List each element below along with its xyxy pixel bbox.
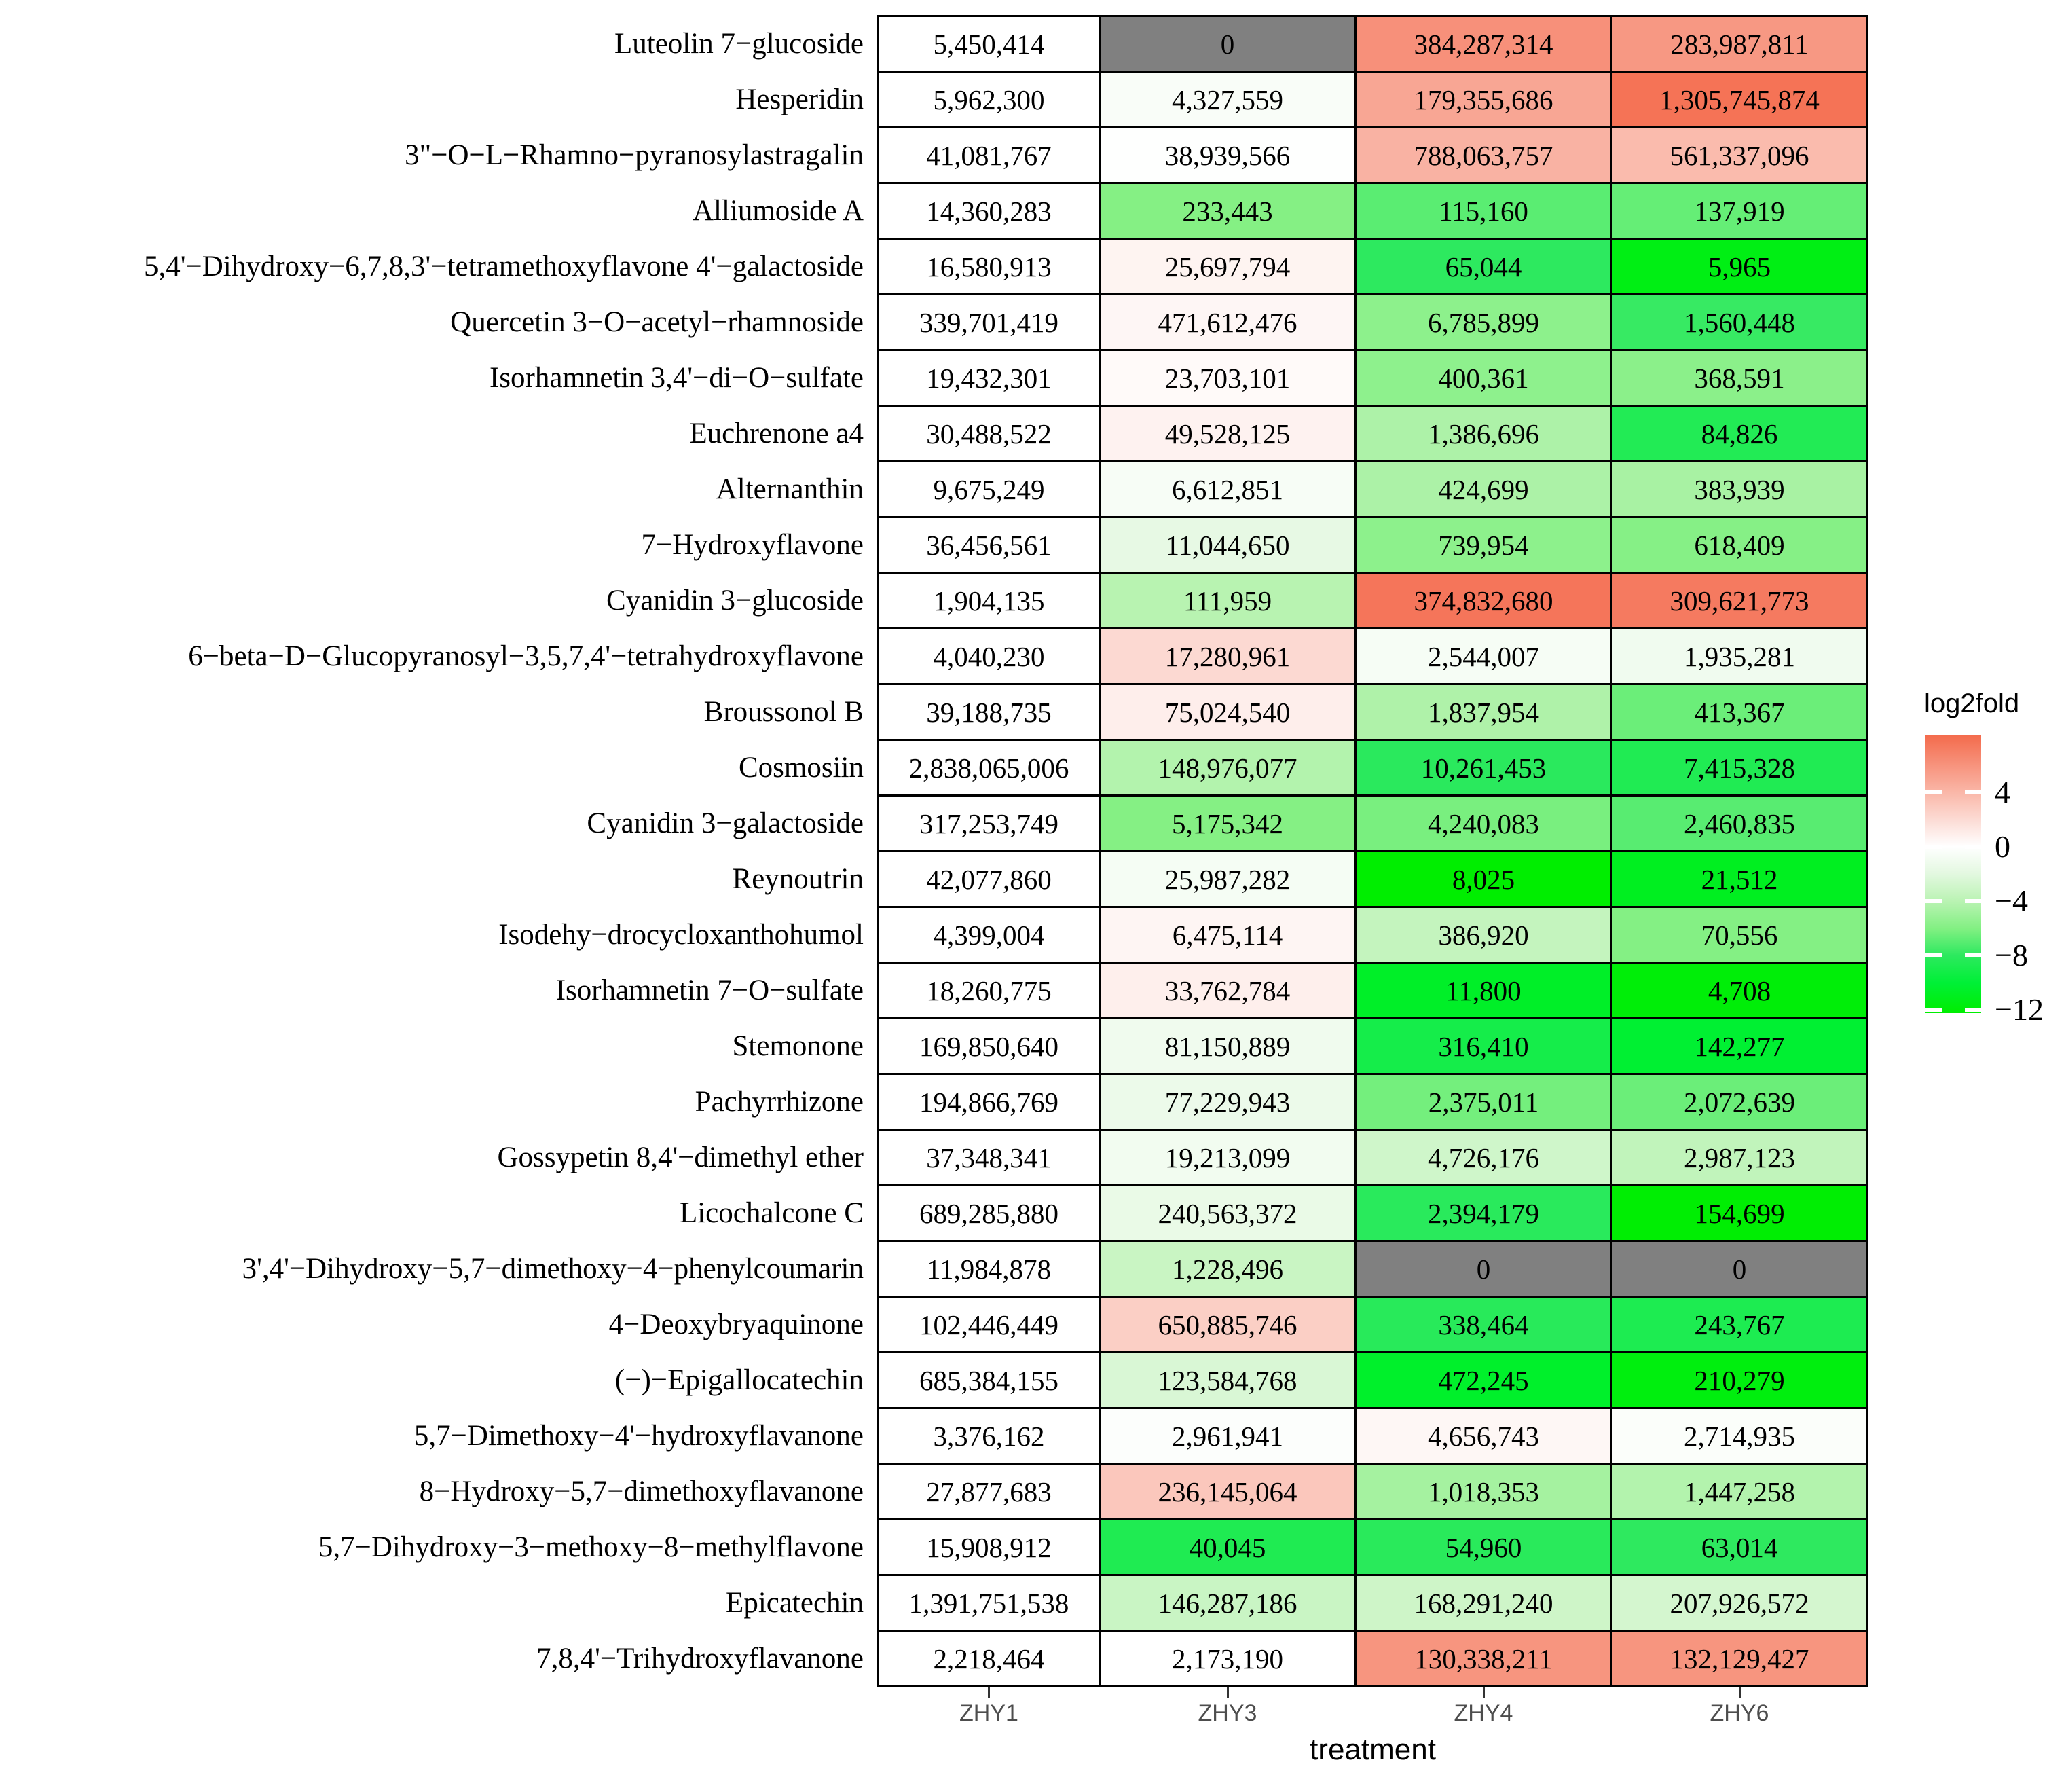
- row-label: Isorhamnetin 7−O−sulfate: [555, 974, 864, 1006]
- heatmap-cell: 6,612,851: [1101, 462, 1354, 516]
- row-label: Alliumoside A: [692, 195, 864, 227]
- row-label: Cyanidin 3−glucoside: [606, 585, 864, 617]
- heatmap-cell: 111,959: [1101, 574, 1354, 627]
- heatmap-cell: 21,512: [1612, 852, 1866, 906]
- heatmap-cell: 81,150,889: [1101, 1019, 1354, 1073]
- x-axis-tick: [988, 1687, 990, 1698]
- heatmap-cell: 316,410: [1357, 1019, 1610, 1073]
- heatmap-cell: 123,584,768: [1101, 1353, 1354, 1407]
- heatmap-cell: 1,228,496: [1101, 1242, 1354, 1296]
- row-label: 6−beta−D−Glucopyranosyl−3,5,7,4'−tetrahydroxyflavone: [188, 640, 864, 672]
- legend-tick-mark: [1925, 790, 1942, 794]
- heatmap-cell: 4,656,743: [1357, 1409, 1610, 1463]
- x-axis-tick: [1227, 1687, 1229, 1698]
- heatmap-cell: 4,240,083: [1357, 797, 1610, 850]
- legend-tick-mark: [1965, 953, 1981, 957]
- heatmap-cell: 41,081,767: [879, 128, 1099, 182]
- row-label: Isorhamnetin 3,4'−di−O−sulfate: [489, 362, 864, 394]
- heatmap-cell: 1,447,258: [1612, 1465, 1866, 1518]
- heatmap-cell: 148,976,077: [1101, 741, 1354, 794]
- heatmap-cell: 77,229,943: [1101, 1075, 1354, 1129]
- x-axis-tick-label: ZHY1: [959, 1700, 1018, 1726]
- heatmap-cell: 2,072,639: [1612, 1075, 1866, 1129]
- heatmap-cell: 309,621,773: [1612, 574, 1866, 627]
- legend-tick-mark: [1925, 899, 1942, 903]
- heatmap-cell: 386,920: [1357, 908, 1610, 962]
- heatmap-cell: 236,145,064: [1101, 1465, 1354, 1518]
- heatmap-cell: 179,355,686: [1357, 73, 1610, 126]
- heatmap-cell: 2,544,007: [1357, 629, 1610, 683]
- row-label: Broussonol B: [703, 696, 864, 728]
- row-label: Luteolin 7−glucoside: [614, 28, 864, 60]
- heatmap-cell: 1,560,448: [1612, 295, 1866, 349]
- heatmap-cell: 194,866,769: [879, 1075, 1099, 1129]
- row-label: Quercetin 3−O−acetyl−rhamnoside: [450, 306, 864, 338]
- legend-tick-label: −12: [1995, 992, 2044, 1027]
- heatmap-cell: 84,826: [1612, 407, 1866, 460]
- heatmap-cell: 5,962,300: [879, 73, 1099, 126]
- legend-tick-mark: [1965, 1008, 1981, 1012]
- legend-tick-mark: [1925, 1008, 1942, 1012]
- legend-tick-mark: [1925, 953, 1942, 957]
- heatmap-cell: 14,360,283: [879, 184, 1099, 238]
- heatmap-cell: 6,785,899: [1357, 295, 1610, 349]
- heatmap-cell: 5,450,414: [879, 17, 1099, 71]
- heatmap-cell: 9,675,249: [879, 462, 1099, 516]
- row-label: 5,7−Dimethoxy−4'−hydroxyflavanone: [413, 1420, 864, 1452]
- heatmap-cell: 42,077,860: [879, 852, 1099, 906]
- heatmap-cell: 2,460,835: [1612, 797, 1866, 850]
- heatmap-cell: 115,160: [1357, 184, 1610, 238]
- heatmap-cell: 11,800: [1357, 964, 1610, 1017]
- heatmap-cell: 374,832,680: [1357, 574, 1610, 627]
- heatmap-cell: 4,708: [1612, 964, 1866, 1017]
- heatmap-cell: 1,935,281: [1612, 629, 1866, 683]
- heatmap-grid: [877, 15, 1868, 1687]
- heatmap-cell: 30,488,522: [879, 407, 1099, 460]
- heatmap-cell: 618,409: [1612, 518, 1866, 572]
- heatmap-cell: 137,919: [1612, 184, 1866, 238]
- heatmap-cell: 338,464: [1357, 1298, 1610, 1351]
- heatmap-cell: 384,287,314: [1357, 17, 1610, 71]
- heatmap-cell: 15,908,912: [879, 1520, 1099, 1574]
- heatmap-cell: 788,063,757: [1357, 128, 1610, 182]
- heatmap-cell: 169,850,640: [879, 1019, 1099, 1073]
- legend-tick-label: 4: [1995, 775, 2010, 809]
- heatmap-cell: 6,475,114: [1101, 908, 1354, 962]
- heatmap-cell: 142,277: [1612, 1019, 1866, 1073]
- heatmap-cell: 1,904,135: [879, 574, 1099, 627]
- heatmap-cell: 2,375,011: [1357, 1075, 1610, 1129]
- heatmap-cell: 37,348,341: [879, 1131, 1099, 1184]
- heatmap-cell: 1,837,954: [1357, 685, 1610, 739]
- row-label: Euchrenone a4: [689, 418, 864, 450]
- heatmap-cell: 11,044,650: [1101, 518, 1354, 572]
- x-axis-tick-label: ZHY3: [1198, 1700, 1257, 1726]
- row-label: Gossypetin 8,4'−dimethyl ether: [497, 1141, 864, 1173]
- row-label: Licochalcone C: [679, 1197, 864, 1229]
- heatmap-cell: 383,939: [1612, 462, 1866, 516]
- heatmap-cell: 146,287,186: [1101, 1576, 1354, 1630]
- heatmap-cell: 2,987,123: [1612, 1131, 1866, 1184]
- heatmap-cell: 400,361: [1357, 351, 1610, 405]
- heatmap-cell: 75,024,540: [1101, 685, 1354, 739]
- row-label: Cyanidin 3−galactoside: [587, 807, 864, 839]
- x-axis-title: treatment: [1310, 1733, 1436, 1766]
- heatmap-cell: 471,612,476: [1101, 295, 1354, 349]
- x-axis-tick: [1739, 1687, 1741, 1698]
- row-label: Hesperidin: [735, 84, 864, 115]
- row-label: 3',4'−Dihydroxy−5,7−dimethoxy−4−phenylcoumarin: [242, 1253, 864, 1285]
- row-label: Alternanthin: [716, 473, 864, 505]
- heatmap-cell: 7,415,328: [1612, 741, 1866, 794]
- heatmap-cell: 207,926,572: [1612, 1576, 1866, 1630]
- row-label: 4−Deoxybryaquinone: [608, 1309, 864, 1340]
- legend-tick-mark: [1925, 845, 1942, 849]
- row-label: Epicatechin: [726, 1587, 864, 1619]
- heatmap-cell: 19,213,099: [1101, 1131, 1354, 1184]
- row-label: 7,8,4'−Trihydroxyflavanone: [536, 1643, 864, 1675]
- heatmap-cell: 2,961,941: [1101, 1409, 1354, 1463]
- heatmap-cell: 4,327,559: [1101, 73, 1354, 126]
- row-label: 3"−O−L−Rhamno−pyranosylastragalin: [405, 139, 864, 171]
- heatmap-cell: 11,984,878: [879, 1242, 1099, 1296]
- heatmap-cell: 210,279: [1612, 1353, 1866, 1407]
- heatmap-cell: 40,045: [1101, 1520, 1354, 1574]
- legend-tick-label: −8: [1995, 938, 2028, 972]
- legend-tick-mark: [1965, 899, 1981, 903]
- heatmap-cell: 1,391,751,538: [879, 1576, 1099, 1630]
- legend-colorbar: [1925, 735, 1981, 1013]
- heatmap-cell: 339,701,419: [879, 295, 1099, 349]
- row-label: Stemonone: [732, 1030, 864, 1062]
- heatmap-cell: 2,394,179: [1357, 1186, 1610, 1240]
- heatmap-cell: 63,014: [1612, 1520, 1866, 1574]
- heatmap-cell: 3,376,162: [879, 1409, 1099, 1463]
- heatmap-cell: 4,399,004: [879, 908, 1099, 962]
- heatmap-cell: 561,337,096: [1612, 128, 1866, 182]
- heatmap-cell: 16,580,913: [879, 240, 1099, 293]
- row-label: 7−Hydroxyflavone: [641, 529, 864, 561]
- heatmap-cell: 54,960: [1357, 1520, 1610, 1574]
- row-label: Reynoutrin: [732, 863, 864, 895]
- heatmap-cell: 0: [1612, 1242, 1866, 1296]
- heatmap-cell: 70,556: [1612, 908, 1866, 962]
- heatmap-cell: 39,188,735: [879, 685, 1099, 739]
- row-label: Pachyrrhizone: [695, 1086, 864, 1118]
- heatmap-cell: 1,386,696: [1357, 407, 1610, 460]
- x-axis-tick-label: ZHY6: [1710, 1700, 1769, 1726]
- heatmap-cell: 10,261,453: [1357, 741, 1610, 794]
- heatmap-cell: 243,767: [1612, 1298, 1866, 1351]
- heatmap-cell: 25,987,282: [1101, 852, 1354, 906]
- row-label: (−)−Epigallocatechin: [614, 1364, 864, 1396]
- heatmap-cell: 65,044: [1357, 240, 1610, 293]
- heatmap-cell: 154,699: [1612, 1186, 1866, 1240]
- row-label: 5,4'−Dihydroxy−6,7,8,3'−tetramethoxyflavone 4'−galactoside: [143, 251, 864, 282]
- x-axis-tick: [1483, 1687, 1485, 1698]
- heatmap-cell: 38,939,566: [1101, 128, 1354, 182]
- heatmap-cell: 23,703,101: [1101, 351, 1354, 405]
- heatmap-cell: 689,285,880: [879, 1186, 1099, 1240]
- heatmap-cell: 2,173,190: [1101, 1632, 1354, 1685]
- heatmap-cell: 283,987,811: [1612, 17, 1866, 71]
- heatmap-cell: 17,280,961: [1101, 629, 1354, 683]
- heatmap-cell: 424,699: [1357, 462, 1610, 516]
- row-label: Isodehy−drocycloxanthohumol: [498, 919, 864, 951]
- heatmap-cell: 650,885,746: [1101, 1298, 1354, 1351]
- heatmap-cell: 18,260,775: [879, 964, 1099, 1017]
- heatmap-cell: 132,129,427: [1612, 1632, 1866, 1685]
- heatmap-cell: 19,432,301: [879, 351, 1099, 405]
- heatmap-cell: 5,965: [1612, 240, 1866, 293]
- heatmap-cell: 685,384,155: [879, 1353, 1099, 1407]
- row-label: 5,7−Dihydroxy−3−methoxy−8−methylflavone: [318, 1531, 864, 1563]
- heatmap-cell: 472,245: [1357, 1353, 1610, 1407]
- legend-tick-label: 0: [1995, 829, 2010, 864]
- heatmap-cell: 49,528,125: [1101, 407, 1354, 460]
- heatmap-cell: 1,018,353: [1357, 1465, 1610, 1518]
- legend-tick-label: −4: [1995, 883, 2028, 918]
- heatmap-cell: 5,175,342: [1101, 797, 1354, 850]
- heatmap-cell: 130,338,211: [1357, 1632, 1610, 1685]
- heatmap-cell: 0: [1357, 1242, 1610, 1296]
- row-label: Cosmosiin: [739, 752, 864, 784]
- legend-title: log2fold: [1924, 689, 2020, 718]
- heatmap-cell: 36,456,561: [879, 518, 1099, 572]
- heatmap-cell: 0: [1101, 17, 1354, 71]
- x-axis-tick-label: ZHY4: [1454, 1700, 1513, 1726]
- heatmap-cell: 739,954: [1357, 518, 1610, 572]
- y-axis-labels: [14, 15, 864, 1687]
- heatmap-cell: 102,446,449: [879, 1298, 1099, 1351]
- heatmap-cell: 8,025: [1357, 852, 1610, 906]
- legend-tick-mark: [1965, 790, 1981, 794]
- heatmap-cell: 25,697,794: [1101, 240, 1354, 293]
- heatmap-cell: 317,253,749: [879, 797, 1099, 850]
- heatmap-cell: 368,591: [1612, 351, 1866, 405]
- heatmap-cell: 413,367: [1612, 685, 1866, 739]
- heatmap-cell: 168,291,240: [1357, 1576, 1610, 1630]
- row-label: 8−Hydroxy−5,7−dimethoxyflavanone: [419, 1476, 864, 1507]
- heatmap-cell: 2,218,464: [879, 1632, 1099, 1685]
- heatmap-cell: 233,443: [1101, 184, 1354, 238]
- heatmap-cell: 240,563,372: [1101, 1186, 1354, 1240]
- heatmap-cell: 4,726,176: [1357, 1131, 1610, 1184]
- heatmap-cell: 4,040,230: [879, 629, 1099, 683]
- heatmap-cell: 1,305,745,874: [1612, 73, 1866, 126]
- heatmap-cell: 33,762,784: [1101, 964, 1354, 1017]
- heatmap-cell: 2,838,065,006: [879, 741, 1099, 794]
- heatmap-cell: 2,714,935: [1612, 1409, 1866, 1463]
- heatmap-cell: 27,877,683: [879, 1465, 1099, 1518]
- legend-tick-mark: [1965, 845, 1981, 849]
